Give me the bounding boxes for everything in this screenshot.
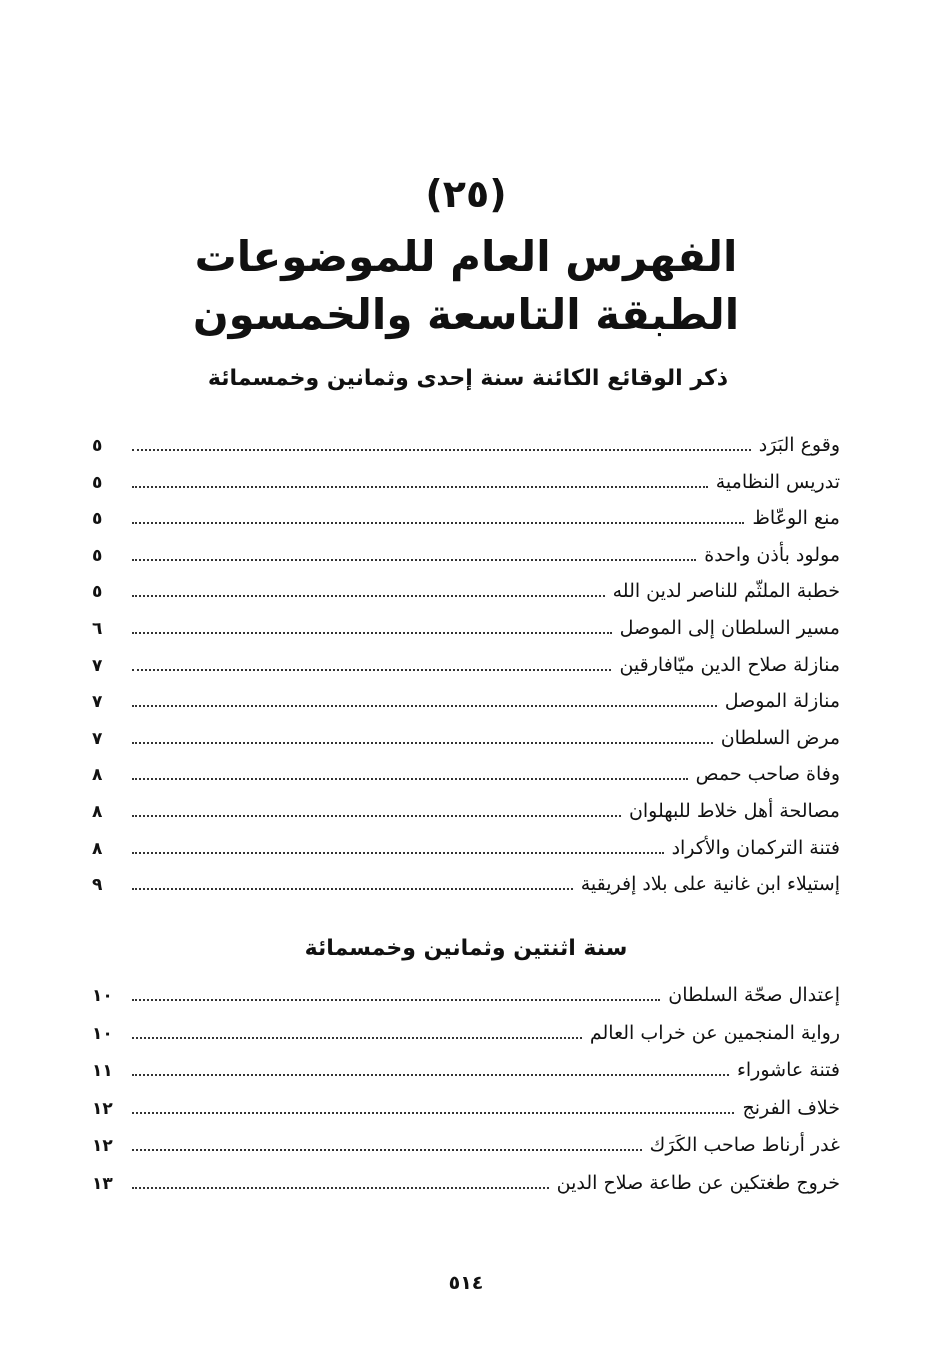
- dot-leader: [132, 631, 612, 634]
- toc-entry-page: ٥: [92, 436, 103, 456]
- dot-leader: [132, 851, 664, 854]
- toc-entry: [92, 727, 840, 764]
- dot-leader: [132, 485, 708, 488]
- toc-entry-title: وفاة صاحب حمص: [695, 763, 840, 786]
- dot-leader: [132, 448, 751, 451]
- index-title: الفهرس العام للموضوعات: [194, 232, 738, 281]
- toc-entry-title: خلاف الفرنج: [742, 1096, 840, 1119]
- toc-entry-page: ١٠: [92, 986, 113, 1006]
- toc-entry: [92, 763, 840, 800]
- dot-leader: [132, 1186, 549, 1189]
- toc-entry-title: فتنة التركمان والأكراد: [671, 836, 840, 859]
- toc-entry-page: ٨: [92, 801, 103, 822]
- toc-entry-title: خروج طغتكين عن طاعة صلاح الدين: [556, 1171, 840, 1194]
- toc-entry-title: مرض السلطان: [720, 726, 840, 749]
- dot-leader: [132, 594, 605, 597]
- toc-entry: [92, 984, 840, 1022]
- dot-leader: [132, 887, 573, 890]
- section-heading-582: سنة اثنتين وثمانين وخمسمائة: [304, 936, 628, 961]
- index-subtitle: الطبقة التاسعة والخمسون: [192, 290, 740, 339]
- dot-leader: [132, 741, 713, 744]
- toc-entry: [92, 471, 840, 508]
- dot-leader: [132, 668, 611, 671]
- toc-entry: [92, 1134, 840, 1172]
- dot-leader: [132, 1036, 582, 1039]
- toc-entry-title: تدريس النظامية: [715, 470, 840, 493]
- page-number: ٥١٤: [448, 1272, 484, 1294]
- toc-entry-page: ٧: [92, 692, 103, 713]
- dot-leader: [132, 814, 621, 817]
- dot-leader: [132, 1111, 734, 1114]
- toc-entry: [92, 837, 840, 874]
- toc-entry-page: ١١: [92, 1061, 113, 1082]
- toc-entry-page: ٥: [92, 472, 103, 493]
- toc-entry: [92, 580, 840, 617]
- toc-entry-page: ٥: [92, 509, 103, 530]
- toc-entry-page: ١٣: [92, 1173, 113, 1194]
- toc-entry-title: منازلة صلاح الدين ميّافارقين: [619, 653, 840, 676]
- toc-entry-page: ٧: [92, 728, 103, 749]
- toc-entry-title: فتنة عاشوراء: [736, 1059, 840, 1082]
- toc-entry: [92, 800, 840, 837]
- toc-entry-page: ٥: [92, 582, 103, 603]
- dot-leader: [132, 777, 688, 780]
- toc-entry: [92, 434, 840, 471]
- volume-number: (٢٥): [425, 172, 507, 216]
- dot-leader: [132, 1148, 642, 1151]
- toc-entry: [92, 654, 840, 691]
- toc-entry-title: منازلة الموصل: [724, 690, 840, 713]
- toc-entry: [92, 1172, 840, 1210]
- toc-entry-page: ١٠: [92, 1023, 113, 1044]
- toc-entry-title: منع الوعّاظ: [752, 507, 840, 530]
- toc-entry: [92, 1022, 840, 1060]
- toc-entry-title: إستيلاء ابن غانية على بلاد إفريقية: [580, 873, 840, 896]
- toc-entry-page: ٦: [92, 618, 103, 639]
- toc-entry-page: ٧: [92, 655, 103, 676]
- toc-entry-title: مولود بأذن واحدة: [704, 543, 840, 566]
- toc-entry-page: ٩: [92, 875, 103, 896]
- toc-list-582: [92, 984, 840, 1210]
- toc-entry-title: مصالحة أهل خلاط للبهلوان: [628, 799, 840, 822]
- toc-entry-page: ١٢: [92, 1136, 113, 1157]
- dot-leader: [132, 1073, 729, 1076]
- dot-leader: [132, 558, 696, 561]
- section-heading-581: ذكر الوقائع الكائنة سنة إحدى وثمانين وخمسمائة: [207, 366, 729, 391]
- dot-leader: [132, 998, 660, 1001]
- toc-entry: [92, 873, 840, 910]
- toc-entry-title: غدر أرناط صاحب الكَرَك: [649, 1134, 840, 1157]
- toc-entry-title: خطبة الملثّم للناصر لدين الله: [612, 580, 840, 603]
- toc-entry-title: إعتدال صحّة السلطان: [668, 984, 840, 1006]
- toc-entry-page: ٨: [92, 838, 103, 859]
- toc-entry-title: مسير السلطان إلى الموصل: [619, 616, 840, 639]
- toc-entry-title: وقوع البَرَد: [758, 434, 840, 456]
- dot-leader: [132, 521, 744, 524]
- toc-entry: [92, 690, 840, 727]
- toc-list-581: [92, 434, 840, 910]
- toc-entry: [92, 507, 840, 544]
- toc-entry: [92, 1097, 840, 1135]
- dot-leader: [132, 704, 717, 707]
- toc-entry-page: ١٢: [92, 1098, 113, 1119]
- toc-entry: [92, 1059, 840, 1097]
- toc-entry-title: رواية المنجمين عن خراب العالم: [589, 1021, 840, 1044]
- toc-entry: [92, 617, 840, 654]
- toc-entry-page: ٥: [92, 545, 103, 566]
- toc-entry-page: ٨: [92, 765, 103, 786]
- toc-entry: [92, 544, 840, 581]
